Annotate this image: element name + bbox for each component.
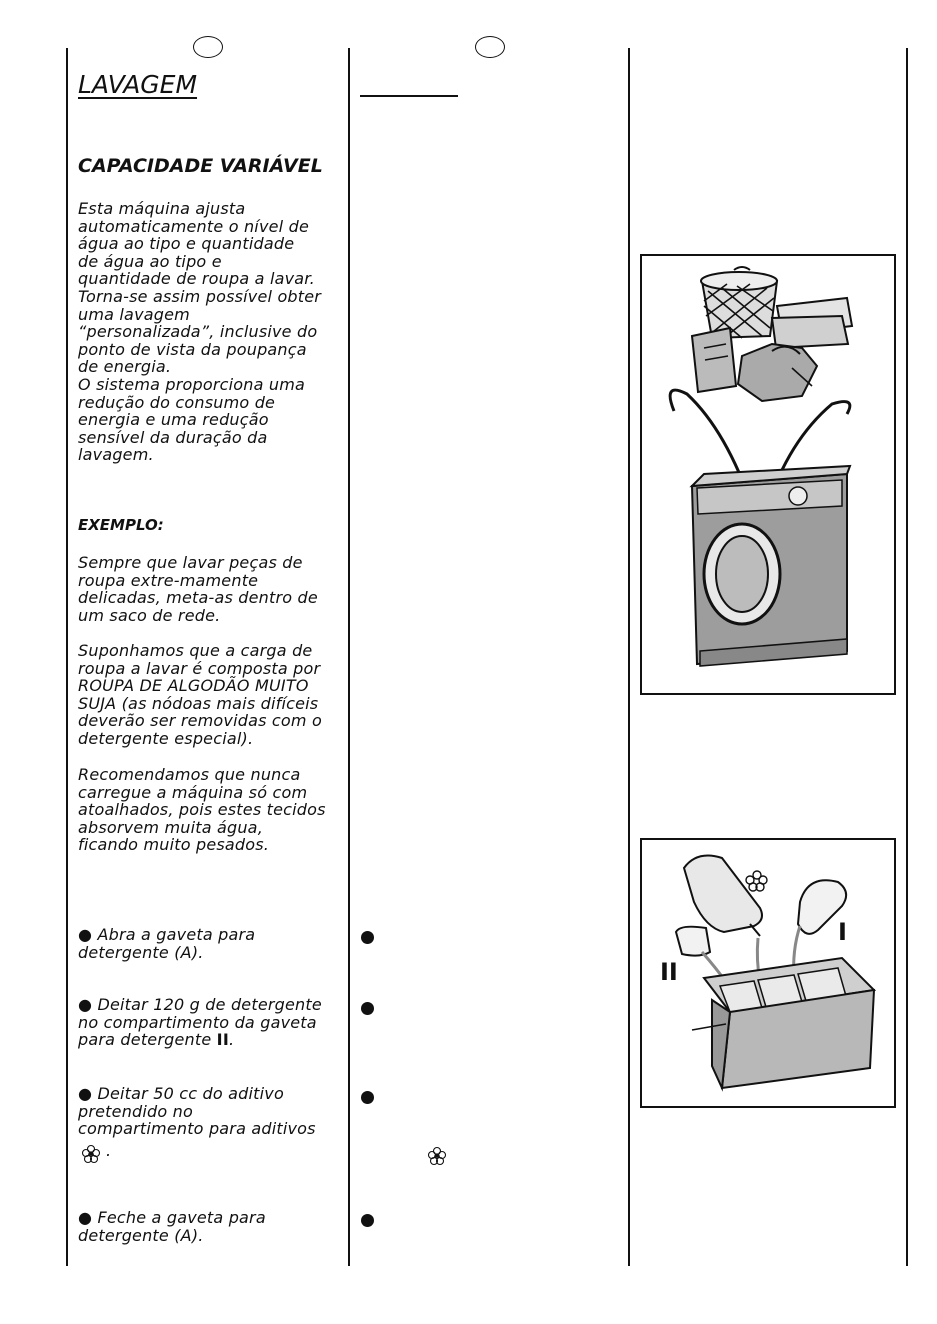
example-paragraph-2: Suponhamos que a carga de roupa a lavar é composta por ROUPA DE ALGODÃO MUITO SUJA (as nódoas mais difíceis deverão ser removidas com o detergente especial).: [78, 641, 322, 748]
language-marker-oval: [475, 36, 505, 58]
example-paragraph-1: Sempre que lavar peças de roupa extre-mamente delicadas, meta-as dentro de um saco de rede.: [78, 553, 318, 625]
step-add-detergent-text: ● Deitar 120 g de detergente no compartimento da gaveta para detergente: [78, 995, 322, 1050]
intro-paragraph: Esta máquina ajusta automaticamente o nível de água ao tipo e quantidade de água ao tipo e quantidade de roupa a lavar. Torna-se assim possível obter uma lavagem “personalizada”, inclusive do ponto de vista da poupança de energia. O sistema proporciona uma redução do consumo de energia e uma redução sensível da duração da lavagem.: [78, 199, 322, 465]
flower-icon: [80, 1144, 102, 1168]
step-close-drawer: ● Feche a gaveta para detergente (A).: [78, 1208, 266, 1245]
figure-detergent-drawer: [640, 838, 896, 1108]
section-heading: CAPACIDADE VARIÁVEL: [78, 155, 323, 177]
step-open-drawer: ● Abra a gaveta para detergente (A).: [78, 925, 256, 962]
step-additive-end: .: [106, 1141, 112, 1160]
bullet-icon: [361, 1214, 374, 1227]
detergent-drawer-illustration: [642, 840, 894, 1106]
column-rule-mid1: [348, 48, 350, 1266]
column-rule-right: [906, 48, 908, 1266]
step-add-detergent-end: .: [228, 1030, 235, 1050]
bullet-icon: [361, 931, 374, 944]
flower-icon: [426, 1146, 448, 1170]
page-title: LAVAGEM: [78, 70, 198, 99]
step-add-detergent: [78, 996, 322, 1049]
example-heading: EXEMPLO:: [78, 516, 164, 534]
figure-laundry-loading: [640, 254, 896, 695]
step-add-additive: ● Deitar 50 cc do aditivo pretendido no compartimento para aditivos: [78, 1084, 316, 1139]
column-rule-left: [66, 48, 68, 1266]
bullet-icon: [361, 1002, 374, 1015]
language-marker-oval: [193, 36, 223, 58]
column2-title-underline: [360, 95, 458, 97]
column-rule-mid2: [628, 48, 630, 1266]
label-ii: II: [660, 958, 678, 986]
example-paragraph-3: Recomendamos que nunca carregue a máquina só com atoalhados, pois estes tecidos absorvem muita água, ficando muito pesados.: [78, 765, 326, 855]
washing-machine-illustration: [642, 256, 894, 693]
bullet-icon: [361, 1091, 374, 1104]
compartment-ii-label: II: [216, 1030, 229, 1050]
label-i: I: [838, 918, 847, 946]
